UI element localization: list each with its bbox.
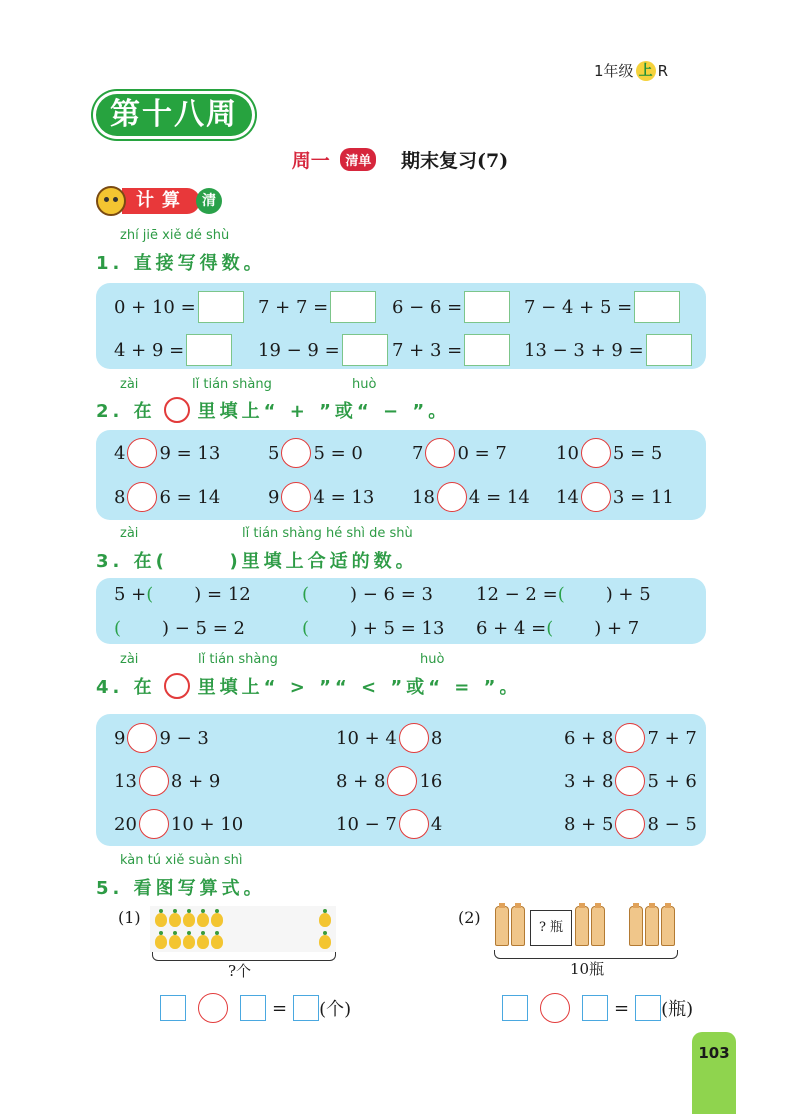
q3-pinyin: zài <box>120 526 139 541</box>
q1-expr: 13 − 3 + 9 = <box>524 339 644 361</box>
bottle-icon <box>629 906 643 946</box>
q3-left: 6 + 4 = <box>476 618 547 639</box>
answer-square[interactable] <box>293 995 319 1021</box>
answer-box[interactable] <box>342 334 388 366</box>
q5-pinyin: kàn tú xiě suàn shì <box>120 853 243 868</box>
bottle-icon <box>591 906 605 946</box>
q1-expr: 19 − 9 = <box>258 339 340 361</box>
circle-symbol <box>164 673 190 699</box>
q2-left: 5 <box>268 442 280 464</box>
section-header <box>96 186 222 216</box>
q3-left: 12 − 2 = <box>476 584 558 605</box>
bottle-icon <box>661 906 675 946</box>
answer-box[interactable] <box>198 291 244 323</box>
q2-panel <box>96 430 706 520</box>
compare-circle[interactable] <box>615 766 645 796</box>
q2-right: 9 = 13 <box>159 442 221 464</box>
q1-expr: 0 + 10 = <box>114 296 196 318</box>
picture-1-equation <box>160 993 351 1023</box>
day-label: 周一 <box>291 150 330 172</box>
q1-expr: 7 − 4 + 5 = <box>524 296 633 318</box>
section-label: 计算 <box>122 188 200 214</box>
bottles-picture-right <box>628 906 676 950</box>
q4-pinyin: lǐ tián shàng <box>198 652 278 667</box>
q4-right: 7 + 7 <box>647 727 697 749</box>
q3-right: ) + 7 <box>594 618 640 639</box>
answer-box[interactable] <box>464 334 510 366</box>
answer-square[interactable] <box>502 995 528 1021</box>
pear-icon <box>211 935 223 949</box>
q2-left: 8 <box>114 486 126 508</box>
review-title: 期末复习(7) <box>401 150 509 172</box>
pear-icon <box>183 935 195 949</box>
bottle-icon <box>511 906 525 946</box>
q1-expr: 7 + 7 = <box>258 296 329 318</box>
q3-panel <box>96 578 706 644</box>
circle-symbol <box>164 397 190 423</box>
q4-panel <box>96 714 706 846</box>
q4-left: 10 + 4 <box>336 727 397 749</box>
q4-left: 6 + 8 <box>564 727 614 749</box>
sign-circle[interactable] <box>127 482 157 512</box>
blank-paren[interactable]: ( <box>546 618 554 639</box>
q3-left: 5 + <box>114 584 147 605</box>
picture-1-total-label: ?个 <box>228 962 252 980</box>
q2-left: 7 <box>412 442 424 464</box>
bottle-icon <box>575 906 589 946</box>
pear-icon <box>211 913 223 927</box>
compare-circle[interactable] <box>615 723 645 753</box>
answer-box[interactable] <box>634 291 680 323</box>
operator-circle[interactable] <box>198 993 228 1023</box>
q1-expr: 7 + 3 = <box>392 339 463 361</box>
q2-right: 5 = 5 <box>612 442 663 464</box>
q4-right: 16 <box>419 770 443 792</box>
pear-icon <box>169 935 181 949</box>
q2-right: 5 = 0 <box>313 442 363 464</box>
picture-2-equation <box>502 993 693 1023</box>
answer-box[interactable] <box>646 334 692 366</box>
q4-right: 5 + 6 <box>647 770 697 792</box>
blank-paren[interactable]: ( <box>557 584 565 605</box>
bottles-picture-mid <box>574 906 606 950</box>
hidden-bottles-box: ? 瓶 <box>530 910 572 946</box>
q1-expr: 4 + 9 = <box>114 339 185 361</box>
edition-mark: R <box>657 61 668 80</box>
q2-pinyin: lǐ tián shàng <box>192 377 272 392</box>
answer-box[interactable] <box>330 291 376 323</box>
q2-pinyin: huò <box>352 377 377 392</box>
section-badge: 清 <box>196 188 222 214</box>
q2-right: 0 = 7 <box>457 442 507 464</box>
grade-text: 1年级 <box>594 62 634 80</box>
grade-label <box>594 60 668 81</box>
sign-circle[interactable] <box>281 482 311 512</box>
equals-sign: = <box>272 997 288 1019</box>
q4-left: 9 <box>114 727 126 749</box>
sign-circle[interactable] <box>581 438 611 468</box>
bottles-picture <box>494 906 526 950</box>
q1-panel <box>96 283 706 369</box>
q2-pinyin: zài <box>120 377 139 392</box>
unit-label: (瓶) <box>661 999 694 1020</box>
q4-right: 4 <box>430 813 443 835</box>
equals-sign: = <box>614 997 630 1019</box>
answer-square[interactable] <box>582 995 608 1021</box>
q2-left: 9 <box>268 486 280 508</box>
sign-circle[interactable] <box>437 482 467 512</box>
pears-picture <box>150 906 336 952</box>
q4-left: 13 <box>114 770 137 792</box>
pear-icon <box>319 935 331 949</box>
q5-title: 5. 看图写算式。 <box>96 878 266 899</box>
q2-left: 14 <box>556 486 579 508</box>
q4-title-b: 里填上“ > ”“ < ”或“ = ”。 <box>197 677 522 698</box>
q2-right: 3 = 11 <box>612 486 674 508</box>
pear-icon <box>155 913 167 927</box>
compare-circle[interactable] <box>139 766 169 796</box>
unit-label: (个) <box>319 999 352 1020</box>
picture-2-total-label: 10瓶 <box>570 960 605 978</box>
page-number: 103 <box>692 1032 736 1114</box>
q3-right: ) + 5 <box>605 584 651 605</box>
q4-left: 3 + 8 <box>564 770 614 792</box>
pear-icon <box>183 913 195 927</box>
grade-badge: 上 <box>636 61 656 81</box>
blank-paren[interactable]: ( <box>302 618 310 639</box>
pear-single-top <box>318 912 332 931</box>
q4-right: 10 + 10 <box>170 813 244 835</box>
q2-title-b: 里填上“ + ”或“ − ”。 <box>197 401 451 422</box>
operator-circle[interactable] <box>540 993 570 1023</box>
pear-icon <box>169 913 181 927</box>
sign-circle[interactable] <box>581 482 611 512</box>
blank-paren[interactable]: ( <box>114 618 122 639</box>
blank-paren[interactable]: ( <box>146 584 154 605</box>
q3-right: ) − 6 = 3 <box>350 584 433 605</box>
q4-left: 20 <box>114 813 137 835</box>
compare-circle[interactable] <box>387 766 417 796</box>
compare-circle[interactable] <box>127 723 157 753</box>
answer-box[interactable] <box>186 334 232 366</box>
q2-right: 4 = 14 <box>468 486 530 508</box>
q1-title: 1. 直接写得数。 <box>96 253 266 274</box>
answer-square[interactable] <box>240 995 266 1021</box>
q4-title <box>96 673 521 699</box>
pear-single-bottom <box>318 934 332 953</box>
week-title: 第十八周 <box>96 94 252 136</box>
compare-circle[interactable] <box>139 809 169 839</box>
q3-right: ) = 12 <box>194 584 251 605</box>
q4-left: 8 + 5 <box>564 813 614 835</box>
q4-right: 9 − 3 <box>159 727 209 749</box>
answer-square[interactable] <box>160 995 186 1021</box>
pear-icon <box>155 935 167 949</box>
bottle-icon <box>645 906 659 946</box>
q2-title-a: 2. 在 <box>96 401 156 422</box>
bottle-icon <box>495 906 509 946</box>
q2-right: 6 = 14 <box>159 486 221 508</box>
pear-group-top <box>154 912 224 931</box>
compare-circle[interactable] <box>399 723 429 753</box>
compare-circle[interactable] <box>399 809 429 839</box>
sign-circle[interactable] <box>281 438 311 468</box>
q4-right: 8 + 9 <box>170 770 221 792</box>
q2-left: 10 <box>556 442 579 464</box>
q4-right: 8 − 5 <box>647 813 697 835</box>
blank-paren[interactable]: ( <box>302 584 310 605</box>
q2-title <box>96 397 450 423</box>
bee-icon <box>96 186 126 216</box>
pear-icon <box>197 913 209 927</box>
pear-icon <box>197 935 209 949</box>
compare-circle[interactable] <box>615 809 645 839</box>
q1-expr: 6 − 6 = <box>392 296 463 318</box>
sign-circle[interactable] <box>425 438 455 468</box>
answer-square[interactable] <box>635 995 661 1021</box>
q2-left: 4 <box>114 442 126 464</box>
q3-right: ) + 5 = 13 <box>350 618 445 639</box>
sign-circle[interactable] <box>127 438 157 468</box>
pear-group-bottom <box>154 934 224 953</box>
q4-title-a: 4. 在 <box>96 677 156 698</box>
q4-pinyin: zài <box>120 652 139 667</box>
answer-box[interactable] <box>464 291 510 323</box>
q3-title: 3. 在( )里填上合适的数。 <box>96 551 418 572</box>
q3-right: ) − 5 = 2 <box>162 618 245 639</box>
q4-left: 8 + 8 <box>336 770 386 792</box>
q4-left: 10 − 7 <box>336 813 397 835</box>
q1-pinyin: zhí jiē xiě dé shù <box>120 228 230 243</box>
picture-2-number: (2) <box>458 908 481 927</box>
pear-icon <box>319 913 331 927</box>
day-title <box>0 146 800 173</box>
q4-right: 8 <box>430 727 443 749</box>
q2-right: 4 = 13 <box>313 486 375 508</box>
list-tag: 清单 <box>340 148 376 171</box>
picture-1-number: (1) <box>118 908 141 927</box>
q3-pinyin: lǐ tián shàng hé shì de shù <box>242 526 413 541</box>
q4-pinyin: huò <box>420 652 445 667</box>
q2-left: 18 <box>412 486 435 508</box>
